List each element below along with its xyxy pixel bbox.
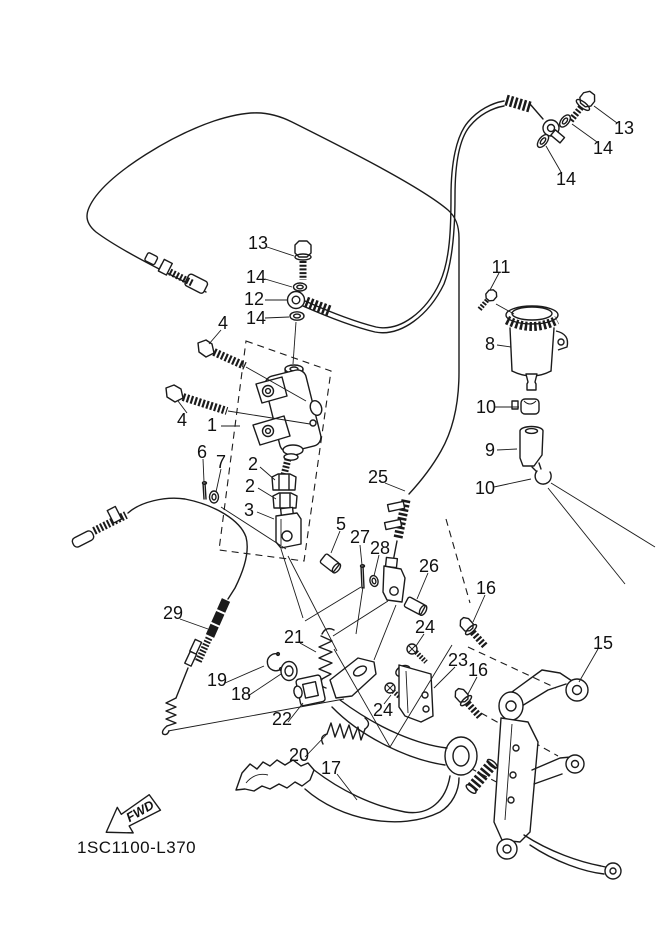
callout-6: 6 <box>196 442 208 462</box>
cable-sleeve <box>210 600 226 636</box>
washer-7 <box>210 491 219 503</box>
mounting-bolt-4-upper <box>198 340 245 366</box>
callout-25: 25 <box>367 467 389 487</box>
callout-2: 2 <box>247 454 259 474</box>
callout-11: 11 <box>491 257 511 277</box>
bracket-bolt-16-lower <box>451 686 485 721</box>
callout-21: 21 <box>283 627 305 647</box>
stopper-bracket-23 <box>394 663 433 722</box>
callout-13: 13 <box>247 233 269 253</box>
reservoir-screw-11 <box>475 288 499 314</box>
callout-16: 16 <box>467 660 489 680</box>
callout-16: 16 <box>475 578 497 598</box>
clevis-pin-5 <box>320 553 343 574</box>
callout-28: 28 <box>369 538 391 558</box>
fwd-arrow <box>98 789 163 844</box>
reservoir-8 <box>506 306 568 390</box>
circlip-19 <box>267 653 282 671</box>
callout-5: 5 <box>335 514 347 534</box>
callout-4: 4 <box>217 313 229 333</box>
callout-3: 3 <box>243 500 255 520</box>
callout-14: 14 <box>245 267 267 287</box>
callout-14: 14 <box>592 138 614 158</box>
callout-24: 24 <box>372 700 394 720</box>
callout-27: 27 <box>349 527 371 547</box>
pedal-joint-22 <box>293 675 326 707</box>
callout-12: 12 <box>243 289 265 309</box>
pin-27 <box>361 565 365 588</box>
damper-9 <box>520 427 543 467</box>
reservoir-nipple <box>526 374 537 390</box>
brake-pedal-17 <box>236 658 498 822</box>
callout-22: 22 <box>271 709 293 729</box>
callout-4: 4 <box>176 410 188 430</box>
screw-24-upper <box>407 644 426 662</box>
callout-26: 26 <box>418 556 440 576</box>
callout-14: 14 <box>555 169 577 189</box>
callout-15: 15 <box>592 633 614 653</box>
callout-1: 1 <box>206 415 218 435</box>
callout-2: 2 <box>244 476 256 496</box>
washer-18 <box>281 662 297 681</box>
callout-19: 19 <box>206 670 228 690</box>
rear-brake-cable-25 <box>87 113 459 602</box>
callout-14: 14 <box>245 308 267 328</box>
hose-fitting <box>506 100 530 107</box>
callout-10: 10 <box>474 478 496 498</box>
hose-union-12 <box>288 292 305 309</box>
callout-8: 8 <box>484 334 496 354</box>
callout-7: 7 <box>215 452 227 472</box>
pin-6 <box>203 482 207 499</box>
washer-28 <box>369 575 380 588</box>
cable-spring <box>166 698 176 726</box>
brake-hose <box>288 100 565 333</box>
hose-clamp-10-upper <box>512 399 539 414</box>
callout-9: 9 <box>484 440 496 460</box>
callout-20: 20 <box>288 745 310 765</box>
union-bolt-13-mid <box>295 241 311 280</box>
callout-13: 13 <box>613 118 635 138</box>
callout-17: 17 <box>320 758 342 778</box>
callout-24: 24 <box>414 617 436 637</box>
master-cylinder-1 <box>253 365 324 479</box>
mounting-bolt-4-lower <box>166 385 227 411</box>
cable-hook <box>163 726 170 735</box>
clevis-joint-3 <box>276 507 301 548</box>
fwd-label: FWD <box>123 797 157 825</box>
footrest-bracket-15 <box>494 670 621 879</box>
pedal-lever-plate <box>330 658 376 698</box>
callout-18: 18 <box>230 684 252 704</box>
joint-pin-26 <box>404 596 429 616</box>
callout-23: 23 <box>447 650 469 670</box>
callout-10: 10 <box>475 397 497 417</box>
pedal-hub <box>445 737 477 775</box>
callout-29: 29 <box>162 603 184 623</box>
locknut-2 <box>272 474 297 508</box>
clip-10-lower <box>532 463 551 484</box>
part-code: 1SC1100-L370 <box>77 838 197 857</box>
